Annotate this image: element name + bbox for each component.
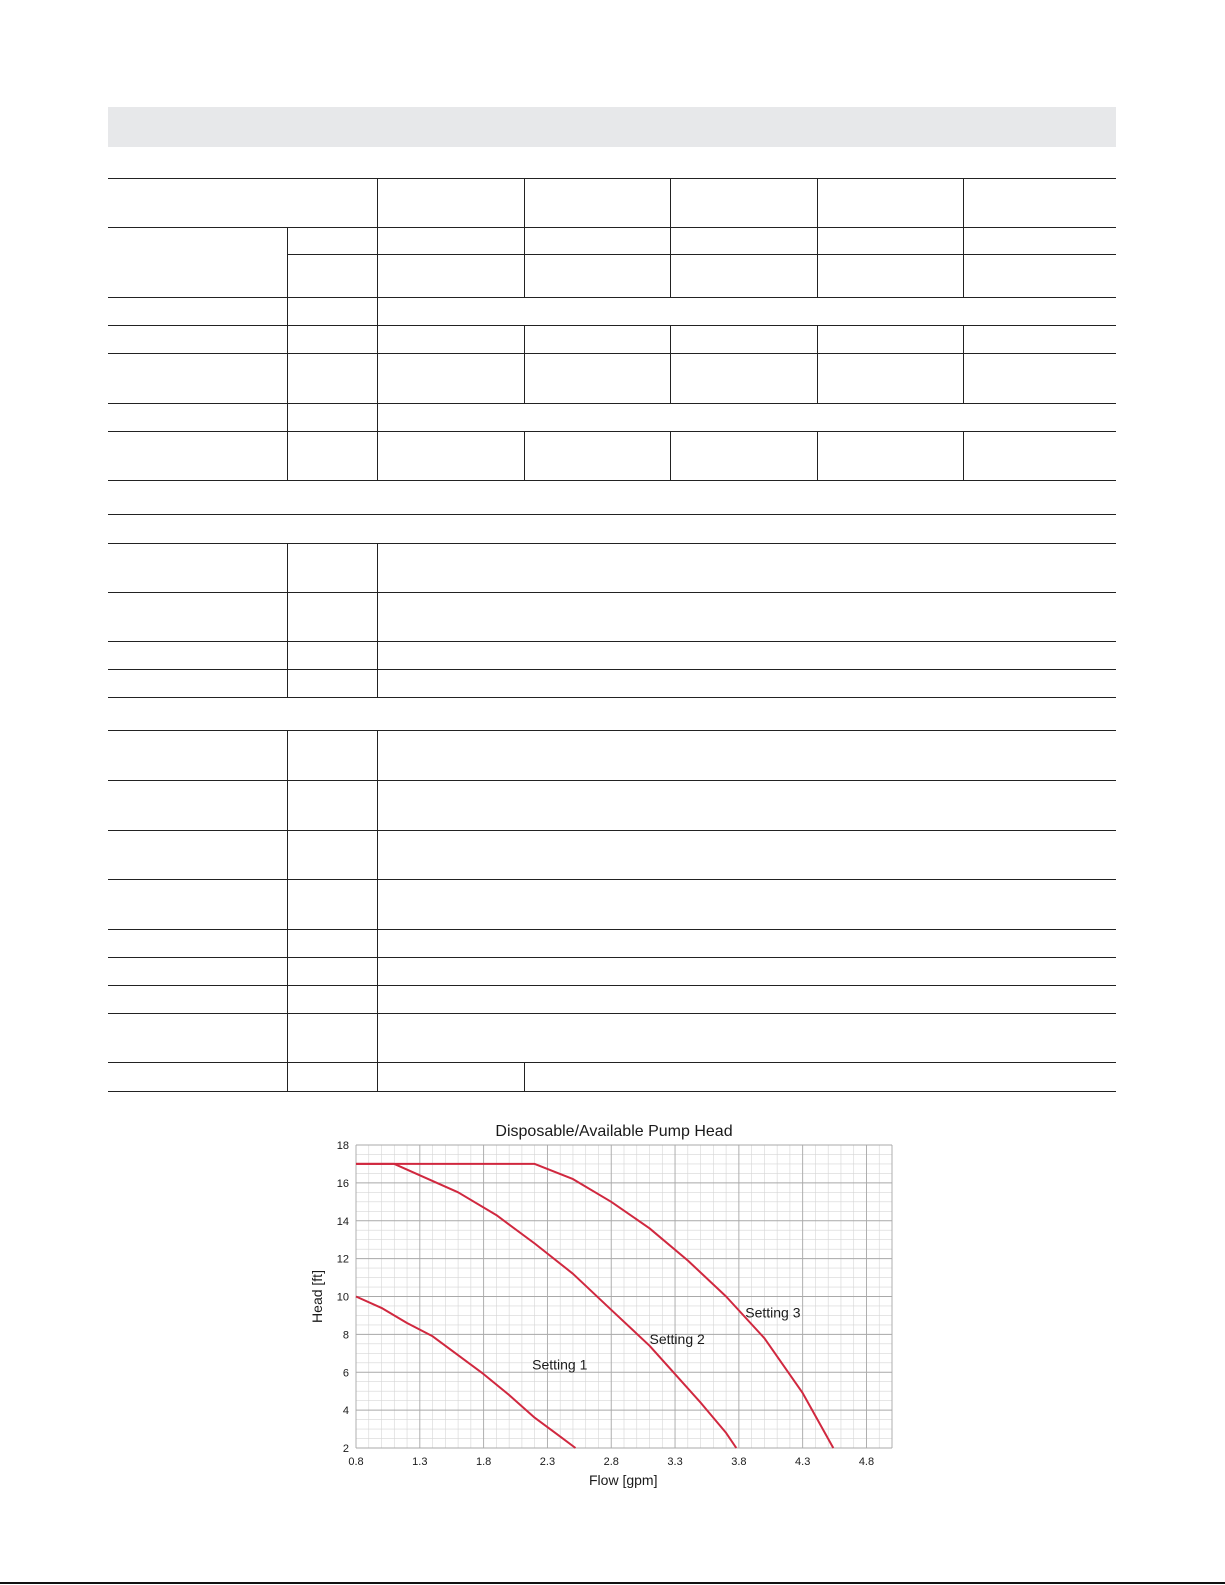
table-rule <box>108 431 1116 432</box>
table-rule <box>108 730 1116 731</box>
table-rule <box>377 178 378 480</box>
table-rule <box>108 592 1116 593</box>
table-rule <box>287 227 288 480</box>
table-rule <box>108 879 1116 880</box>
table-rule <box>963 431 964 480</box>
series-label-setting-2: Setting 2 <box>649 1330 705 1347</box>
y-tick-label: 14 <box>336 1215 349 1228</box>
x-tick-label: 3.3 <box>667 1456 683 1468</box>
table-rule <box>108 1062 1116 1063</box>
chart-svg <box>300 1118 920 1518</box>
table-rule <box>108 669 1116 670</box>
x-tick-label: 3.8 <box>731 1456 747 1468</box>
y-tick-label: 4 <box>342 1405 349 1418</box>
y-tick-label: 12 <box>336 1253 349 1266</box>
y-axis-label: Head [ft] <box>309 1270 325 1323</box>
table-rule <box>108 641 1116 642</box>
y-tick-label: 8 <box>342 1329 349 1342</box>
section-header-band <box>108 107 1116 147</box>
y-tick-label: 18 <box>336 1140 349 1152</box>
table-rule <box>108 353 1116 354</box>
table-rule <box>108 830 1116 831</box>
table-rule <box>108 325 1116 326</box>
pump-head-chart <box>300 1118 920 1518</box>
y-tick-label: 2 <box>342 1443 349 1455</box>
table-rule <box>108 543 1116 544</box>
table-rule <box>377 730 378 1091</box>
table-rule <box>377 543 378 697</box>
table-rule <box>817 178 818 297</box>
table-rule <box>108 780 1116 781</box>
table-rule <box>670 431 671 480</box>
chart-title: Disposable/Available Pump Head <box>495 1123 733 1140</box>
table-rule <box>524 325 525 403</box>
table-rule <box>670 325 671 403</box>
table-rule <box>108 403 1116 404</box>
x-axis-label: Flow [gpm] <box>589 1472 658 1488</box>
table-rule <box>108 227 1116 228</box>
table-rule <box>108 514 1116 515</box>
table-rule <box>108 1091 1116 1092</box>
table-rule <box>108 480 1116 481</box>
table-rule <box>287 543 288 697</box>
table-rule <box>524 178 525 297</box>
page-bottom-rule <box>0 1582 1225 1584</box>
table-rule <box>963 325 964 403</box>
x-tick-label: 2.3 <box>539 1456 556 1468</box>
series-label-setting-1: Setting 1 <box>532 1356 588 1373</box>
table-rule <box>108 178 1116 179</box>
table-rule <box>963 178 964 297</box>
table-rule <box>108 697 1116 698</box>
y-tick-label: 16 <box>336 1177 349 1190</box>
table-rule <box>817 325 818 403</box>
x-tick-label: 4.8 <box>858 1456 875 1468</box>
x-tick-label: 2.8 <box>603 1456 619 1468</box>
table-rule <box>108 957 1116 958</box>
table-rule <box>287 254 1116 255</box>
table-rule <box>108 929 1116 930</box>
x-tick-label: 1.3 <box>412 1456 428 1468</box>
table-rule <box>524 1062 525 1091</box>
table-rule <box>817 431 818 480</box>
series-label-setting-3: Setting 3 <box>745 1304 801 1321</box>
table-rule <box>524 431 525 480</box>
table-rule <box>287 730 288 1091</box>
x-tick-label: 4.3 <box>795 1456 811 1468</box>
x-tick-label: 0.8 <box>348 1456 364 1468</box>
y-tick-label: 6 <box>342 1367 349 1380</box>
y-tick-label: 10 <box>336 1291 349 1304</box>
x-tick-label: 1.8 <box>475 1456 492 1468</box>
table-rule <box>108 985 1116 986</box>
table-rule <box>108 297 1116 298</box>
table-rule <box>670 178 671 297</box>
table-rule <box>108 1013 1116 1014</box>
